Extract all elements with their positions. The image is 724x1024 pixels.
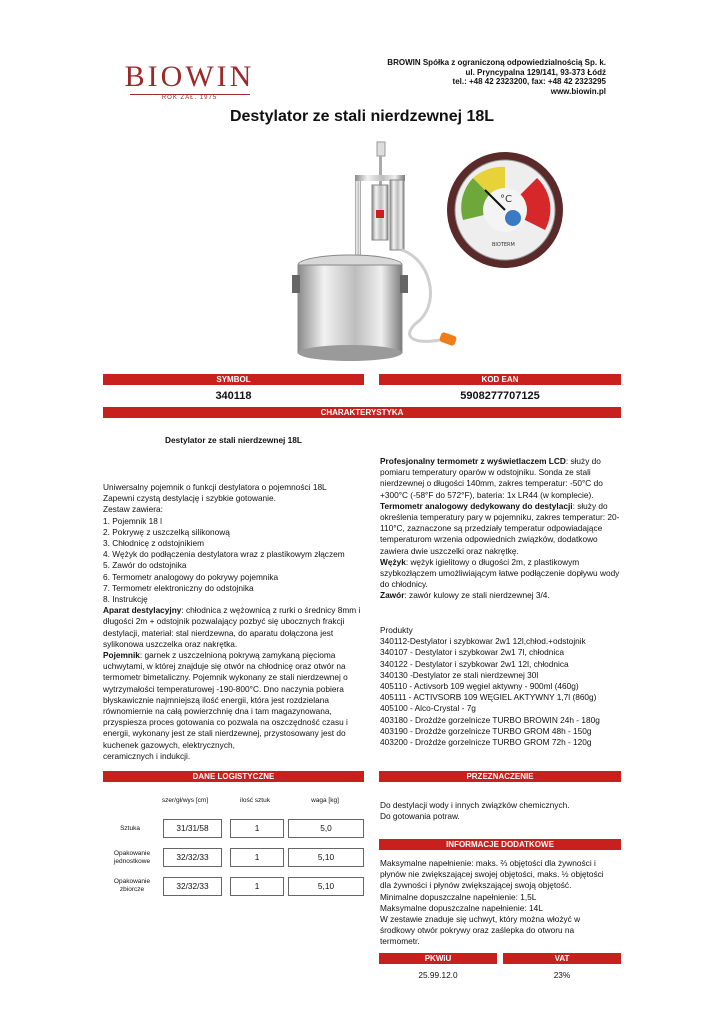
text-line: Uniwersalny pojemnik o funkcji destylatora o pojemności 18L <box>103 482 327 492</box>
text-line: 6. Termometr analogowy do pokrywy pojemnika <box>103 571 279 582</box>
zawor-text: : zawór kulowy ze stali nierdzewnej 3/4. <box>404 590 550 601</box>
weight-cell: 5,10 <box>288 877 364 896</box>
logo-text: BIOWIN <box>124 60 255 93</box>
aparat-label: Aparat destylacyjny <box>103 605 182 616</box>
dims-cell: 32/32/33 <box>163 848 222 867</box>
text-line: Zapewni czystą destylację i szybkie gotowanie. <box>103 493 276 504</box>
description-right <box>380 456 622 602</box>
products-heading: Produkty <box>380 625 413 635</box>
company-line: tel.: +48 42 2323200, fax: +48 42 2323295 <box>452 77 606 86</box>
weight-cell: 5,0 <box>288 819 364 838</box>
text-line: 3. Chłodnicę z odstojnikiem <box>103 538 204 549</box>
product-item: 340112-Destylator i szybkowar 2w1 12l,chłod.+odstojnik <box>380 636 586 647</box>
pkwiu-value: 25.99.12.0 <box>418 970 458 980</box>
additional-info-header: INFORMACJE DODATKOWE <box>379 839 621 850</box>
text-line: Do gotowania potraw. <box>380 811 460 822</box>
text-line: 4. Wężyk do podłączenia destylatora wraz z plastikowym złączem <box>103 549 345 560</box>
qty-cell: 1 <box>230 848 284 867</box>
analog-text: : służy do określenia temperatury pary w pojemniku, zakres temperatur: 20-110°C, zaznaczone są przedziały temperatur odpowiadające temperaturom wrzenia odpowiednich związków, dodatkowo zawiera dwie uszczelki oraz nakrętkę. <box>380 500 620 556</box>
description-left <box>103 482 373 762</box>
product-item: 403190 - Drożdże gorzelnicze TURBO GROM 48h - 150g <box>380 725 592 736</box>
company-line: www.biowin.pl <box>550 86 606 96</box>
col-header-qty: ilość sztuk <box>240 797 270 804</box>
page-title: Destylator ze stali nierdzewnej 18L <box>229 108 495 125</box>
product-item: 340130 -Destylator ze stali nierdzewnej 30l <box>380 669 539 680</box>
product-item: 340122 - Destylator i szybkowar 2w1 12l, chłodnica <box>380 658 569 669</box>
symbol-value: 340118 <box>215 390 252 402</box>
product-item: 403200 - Drożdże gorzelnicze TURBO GROM 72h - 120g <box>380 737 592 748</box>
text-line: ceramicznych i indukcji. <box>103 750 191 761</box>
text-line: W zestawie znaduje się uchwyt, który można włożyć w <box>380 914 581 925</box>
text-line: 1. Pojemnik 18 l <box>103 515 163 526</box>
zawor-paragraph <box>380 590 622 601</box>
characteristics-header: CHARAKTERYSTYKA <box>103 407 621 418</box>
text-line: 8. Instrukcję <box>103 594 148 605</box>
products-list <box>380 625 630 748</box>
text-line: 5. Zawór do odstojnika <box>103 560 187 571</box>
vat-header: VAT <box>503 953 621 964</box>
company-info <box>346 58 606 96</box>
wezyk-text: : wężyk igielitowy o długości 2m, z plastikowym szybkozłączem umożliwiającym łatwe podłączenie dopływu wody do chłodnicy. <box>380 556 620 590</box>
weight-cell: 5,10 <box>288 848 364 867</box>
company-line: BROWIN Spółka z ograniczoną odpowiedzialnością Sp. k. <box>387 58 606 67</box>
description-heading: Destylator ze stali nierdzewnej 18L <box>165 435 302 445</box>
text-line: 7. Termometr elektroniczny do odstojnika <box>103 582 254 593</box>
row-label: Opakowanie zbiorcze <box>113 878 151 893</box>
text-line: Minimalne dopuszczalne napełnienie: 1,5L <box>380 891 537 902</box>
lcd-text: : służy do pomiaru temperatury oparów w odstojniku. Sonda ze stali nierdzewnej o długości 140mm, zakres temperatur: -50°C do +300°C (-58°F do 572°F), bateria: 1x LR44 (w komplecie). <box>380 456 603 500</box>
pojemnik-text: : garnek z uszczelnioną pokrywą zamykaną pięcioma uchwytami, w której znajduje się otwór na chłodnicę oraz otwór na termometr bimetaliczny. Pojemnik wykonany ze stali nierdzewnej o wytrzymałości temperaturowej -190-800°C. Dno naczynia pobiera błyskawicznie najmniejszą ilość energii, która jest rozdzielana równomiernie na całą powierzchnię dna i tam magazynowana, przyspiesza proces gotowania co pozwala na oszczędność czasu i energii, wykonany jest ze stali nierdzewnej, przystosowany jest do kuchenek gazowych, elektrycznych, <box>103 650 348 750</box>
text-line: środkowy otwór pokrywy oraz zaślepka do otworu na <box>380 925 575 936</box>
dims-cell: 31/31/58 <box>163 819 222 838</box>
col-header-weight: waga [kg] <box>311 797 339 804</box>
wezyk-paragraph <box>380 557 622 591</box>
gauge-brand: BIOTERM <box>492 242 515 248</box>
qty-cell: 1 <box>230 819 284 838</box>
lcd-paragraph <box>380 456 622 501</box>
pojemnik-paragraph <box>103 650 373 751</box>
text-line: płynów nie zwiększającej swojej objętości, maks. ½ objętości <box>380 869 604 880</box>
text-line: termometr. <box>380 936 420 947</box>
product-image-distiller <box>290 140 470 365</box>
text-line: dla żywności i płynów zwiększającej swoją objętość. <box>380 880 572 891</box>
product-item: 340107 - Destylator i szybkowar 2w1 7l, chłodnica <box>380 647 565 658</box>
thermometer-gauge-image <box>445 150 565 270</box>
symbol-header: SYMBOL <box>103 374 364 385</box>
qty-cell: 1 <box>230 877 284 896</box>
text-line: Maksymalne dopuszczalne napełnienie: 14L <box>380 902 543 913</box>
analog-paragraph <box>380 501 622 557</box>
ean-header: KOD EAN <box>379 374 621 385</box>
wezyk-label: Wężyk <box>380 556 406 567</box>
text-line: Maksymalne napełnienie: maks. ⅔ objętości dla żywności i <box>380 858 596 868</box>
text-line: 2. Pokrywę z uszczelką silikonową <box>103 526 230 537</box>
aparat-paragraph <box>103 605 373 650</box>
company-line: ul. Pryncypalna 129/141, 93-373 Łódź <box>465 67 606 77</box>
col-header-dims: szer/gł/wys [cm] <box>161 797 209 804</box>
lcd-label: Profesjonalny termometr z wyświetlaczem LCD <box>380 456 566 466</box>
ean-value: 5908277707125 <box>460 390 540 402</box>
additional-info-text <box>380 858 625 948</box>
logo-subtitle: ROK ZAŁ. 1975 <box>161 95 218 101</box>
vat-value: 23% <box>553 970 571 980</box>
product-item: 405100 - Alco-Crystal - 7g <box>380 703 476 714</box>
text-line: Do destylacji wody i innych związków chemicznych. <box>380 800 570 810</box>
pojemnik-label: Pojemnik <box>103 650 140 661</box>
aparat-text: : chłodnica z wężownicą z rurki o średnicy 8mm i długości 2m + odstojnik pozwalający pozbyć się ubocznych frakcji destylacji, materiał: stal nierdzewna, do aparatu dołączona jest sylikonowa uszczelka oraz nakrętka. <box>103 605 361 649</box>
purpose-header: PRZEZNACZENIE <box>379 771 621 782</box>
analog-label: Termometr analogowy dedykowany do destylacji <box>380 500 573 511</box>
text-line: Zestaw zawiera: <box>103 504 163 515</box>
zawor-label: Zawór <box>380 590 405 601</box>
product-item: 405110 - Activsorb 109 węgiel aktywny - 900ml (460g) <box>380 681 579 692</box>
pkwiu-header: PKWiU <box>379 953 497 964</box>
brand-logo <box>112 60 267 110</box>
product-item: 405111 - ACTIVSORB 109 WĘGIEL AKTYWNY 1,7l (860g) <box>380 692 597 703</box>
product-item: 403180 - Drożdże gorzelnicze TURBO BROWIN 24h - 180g <box>380 714 600 725</box>
dims-cell: 32/32/33 <box>163 877 222 896</box>
row-label: Sztuka <box>120 825 140 832</box>
row-label: Opakowanie jednostkowe <box>113 850 151 865</box>
logistics-header: DANE LOGISTYCZNE <box>103 771 364 782</box>
gauge-unit: °C <box>500 194 512 205</box>
purpose-text <box>380 800 622 822</box>
